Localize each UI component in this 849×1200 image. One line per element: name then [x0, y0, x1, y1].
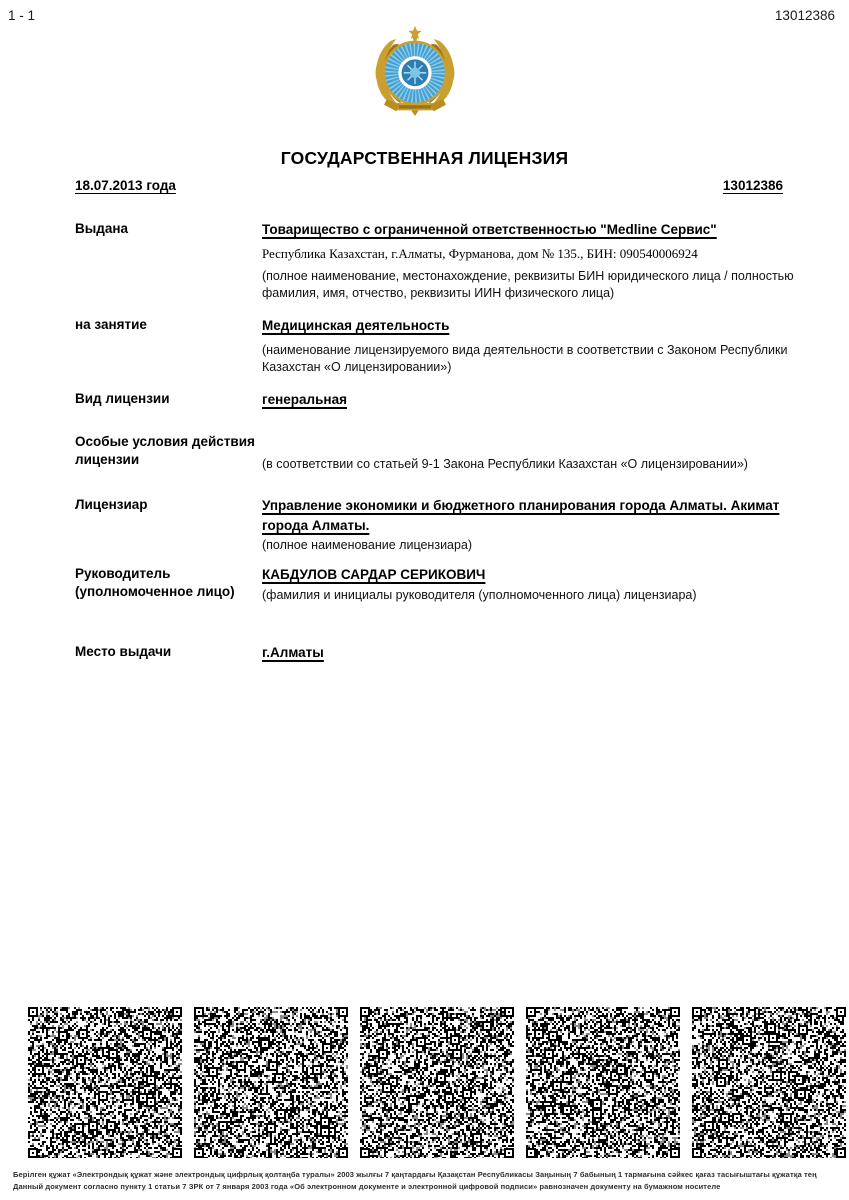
signature-barcode: [28, 1007, 182, 1158]
head-label: Руководитель (уполномоченное лицо): [75, 566, 235, 599]
signature-barcode: [194, 1007, 348, 1158]
issue-place-label: Место выдачи: [75, 644, 172, 659]
head-value: КАБДУЛОВ САРДАР СЕРИКОВИЧ: [262, 567, 486, 582]
issue-place-value: г.Алматы: [262, 645, 324, 660]
document-title: ГОСУДАРСТВЕННАЯ ЛИЦЕНЗИЯ: [280, 148, 569, 168]
meta-row: [75, 178, 783, 193]
signature-barcode: [360, 1007, 514, 1158]
license-number: 13012386: [722, 178, 783, 193]
signature-barcode: [692, 1007, 846, 1158]
kazakhstan-coat-of-arms-icon: [368, 24, 462, 116]
licensor-value: Управление экономики и бюджетного планирования города Алматы. Акимат города Алматы.: [262, 498, 780, 533]
legal-footnote-ru: Данный документ согласно пункту 1 статьи 7 ЗРК от 7 января 2003 года «Об электронном документе и электронной цифровой подписи» равнозначен документу на бумажном носителе: [13, 1182, 721, 1191]
activity-value: Медицинская деятельность: [262, 318, 450, 333]
license-type-label: Вид лицензии: [75, 391, 170, 406]
activity-help-text: (наименование лицензируемого вида деятельности в соответствии с Законом Республики Казахстан «О лицензировании»): [262, 343, 788, 374]
legal-footnote: [13, 1169, 839, 1193]
licensor-help-text: (полное наименование лицензиара): [262, 538, 473, 552]
licensor-label: Лицензиар: [75, 497, 148, 512]
signature-barcode: [526, 1007, 680, 1158]
legal-footnote-kk: Берілген құжат «Электрондық құжат және электрондық цифрлық қолтаңба туралы» 2003 жылғы 7 қаңтардағы Қазақстан Республикасы Заңының 7 бабының 1 тармағына сәйкес қағаз тасығыштағы құжатқа тең: [13, 1170, 817, 1179]
document-number-top: 13012386: [774, 8, 835, 23]
issued-to-value: Товарищество с ограниченной ответственностью "Medline Сервис": [262, 222, 717, 237]
license-type-value: генеральная: [262, 392, 347, 407]
activity-label: на занятие: [75, 317, 147, 332]
special-conditions-help-text: (в соответствии со статьей 9-1 Закона Республики Казахстан «О лицензировании»): [262, 457, 748, 471]
issued-to-address: Республика Казахстан, г.Алматы, Фурманова, дом № 135., БИН: 090540006924: [262, 246, 698, 261]
issued-to-label: Выдана: [75, 221, 129, 236]
special-conditions-label: Особые условия действия лицензии: [75, 434, 255, 467]
head-help-text: (фамилия и инициалы руководителя (уполномоченного лица) лицензиара): [262, 588, 697, 602]
issue-date: 18.07.2013 года: [75, 178, 176, 193]
issued-to-help-text: (полное наименование, местонахождение, реквизиты БИН юридического лица / полностью фамилия, имя, отчество, реквизиты ИИН физического лица): [262, 269, 794, 300]
page-indicator: 1 - 1: [8, 8, 36, 23]
digital-signature-barcode-strip: [28, 1007, 846, 1158]
